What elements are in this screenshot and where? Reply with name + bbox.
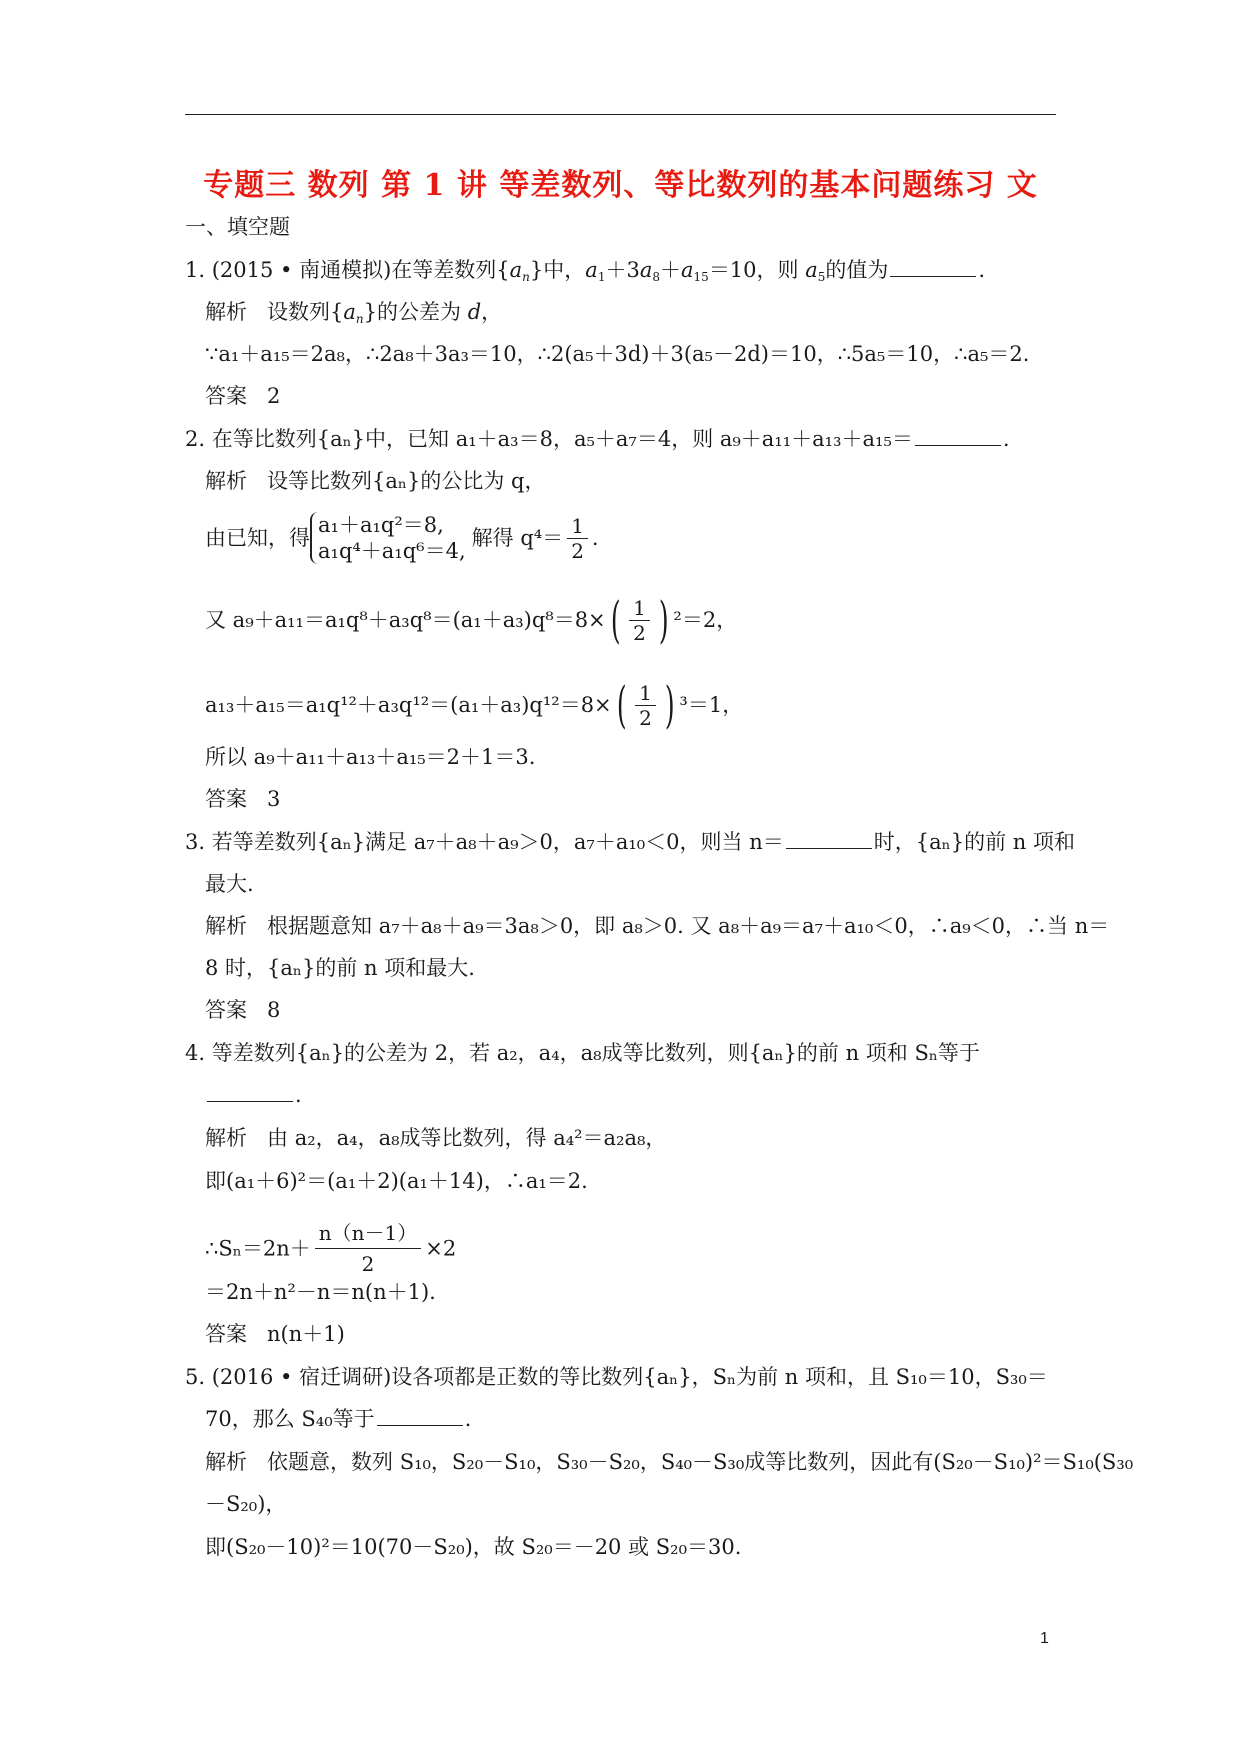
- q5-answer-blank: [377, 1407, 463, 1426]
- q2-solution-line1: 解析 设等比数列{aₙ}的公比为 q，: [205, 469, 546, 493]
- q2-stem: 2. 在等比数列{aₙ}中，已知 a₁＋a₃＝8，a₅＋a₇＝4，则 a₉＋a₁₁＋a₁₃＋a₁₅＝ .: [185, 427, 1010, 451]
- q5-stem: 5. (2016 • 宿迁调研)设各项都是正数的等比数列{aₙ}，Sₙ为前 n 项和，且 S₁₀＝10，S₃₀＝: [185, 1365, 1048, 1389]
- q2-answer: 答案 3: [205, 787, 281, 811]
- q1-solution-line1: 解析 设数列$\{a_n\}$的公差为 d，: [205, 300, 503, 326]
- header-rule: [185, 114, 1056, 115]
- q4-answer: 答案 n(n＋1): [205, 1322, 345, 1346]
- q1-solution-line2: ∵a₁＋a₁₅＝2a₈，∴2a₈＋3a₃＝10，∴2(a₅＋3d)＋3(a₅－2d)＝10，∴5a₅＝10，∴a₅＝2.: [205, 342, 1030, 366]
- q2-solution-line5: 所以 a₉＋a₁₁＋a₁₃＋a₁₅＝2＋1＝3.: [205, 745, 536, 769]
- q4-solution-line4: ＝2n＋n²－n＝n(n＋1).: [205, 1280, 436, 1304]
- q2-solution-system: 由已知，得a₁＋a₁q²＝8, a₁q⁴＋a₁q⁶＝4,解得 q⁴＝ $\frac{1}{2}$ .: [205, 513, 599, 563]
- q5-stem-line2: 70，那么 S₄₀等于 .: [205, 1407, 472, 1431]
- q4-stem-line2: .: [205, 1081, 302, 1109]
- q1-answer: 答案 2: [205, 384, 281, 408]
- q4-solution-line1: 解析 由 a₂，a₄，a₈成等比数列，得 a₄²＝a₂a₈，: [205, 1126, 667, 1150]
- q3-answer: 答案 8: [205, 998, 281, 1022]
- q3-stem-line2: 最大.: [205, 872, 254, 896]
- q4-solution-line2: 即(a₁＋6)²＝(a₁＋2)(a₁＋14)，∴a₁＝2.: [205, 1169, 588, 1193]
- q4-solution-line3: ∴Sₙ＝2n＋ $\frac{n(n-1)}{2}$ ×2: [205, 1218, 456, 1279]
- q4-answer-blank: [207, 1083, 293, 1102]
- page-number: 1: [1040, 1630, 1049, 1647]
- section-heading: 一、填空题: [185, 215, 290, 239]
- q3-solution-line1: 解析 根据题意知 a₇＋a₈＋a₉＝3a₈＞0，即 a₈＞0. 又 a₈＋a₉＝a₇＋a₁₀＜0，∴a₉＜0，∴当 n＝: [205, 914, 1110, 938]
- q5-solution-line3: 即(S₂₀－10)²＝10(70－S₂₀)，故 S₂₀＝－20 或 S₂₀＝30.: [205, 1535, 742, 1559]
- q3-stem: 3. 若等差数列{aₙ}满足 a₇＋a₈＋a₉＞0，a₇＋a₁₀＜0，则当 n＝ 时，{aₙ}的前 n 项和: [185, 830, 1075, 854]
- q3-solution-line2: 8 时，{aₙ}的前 n 项和最大.: [205, 956, 475, 980]
- q5-solution-line2: －S₂₀)，: [205, 1492, 287, 1516]
- q4-stem: 4. 等差数列{aₙ}的公差为 2，若 a₂，a₄，a₈成等比数列，则{aₙ}的前 n 项和 Sₙ等于: [185, 1041, 980, 1065]
- q2-solution-line4: a₁₃＋a₁₅＝a₁q¹²＋a₃q¹²＝(a₁＋a₃)q¹²＝8×( $\frac{1}{2}$ ) ³＝1，: [205, 676, 744, 734]
- q1-stem: 1. (2015 • 南通模拟)在等差数列$\{a_n\}$中，$a_1+3a_8+a_{15}=10$，则 $a_5$的值为 .: [185, 258, 986, 284]
- q1-answer-blank: [890, 258, 976, 277]
- document-title: 专题三 数列 第 1 讲 等差数列、等比数列的基本问题练习 文: [203, 168, 1038, 203]
- q5-solution-line1: 解析 依题意，数列 S₁₀，S₂₀－S₁₀，S₃₀－S₂₀，S₄₀－S₃₀成等比数列，因此有(S₂₀－S₁₀)²＝S₁₀(S₃₀: [205, 1450, 1134, 1474]
- q3-answer-blank: [786, 830, 872, 849]
- q2-answer-blank: [915, 427, 1001, 446]
- q2-solution-line3: 又 a₉＋a₁₁＝a₁q⁸＋a₃q⁸＝(a₁＋a₃)q⁸＝8×( $\frac{1}{2}$ ) ²＝2，: [205, 591, 738, 649]
